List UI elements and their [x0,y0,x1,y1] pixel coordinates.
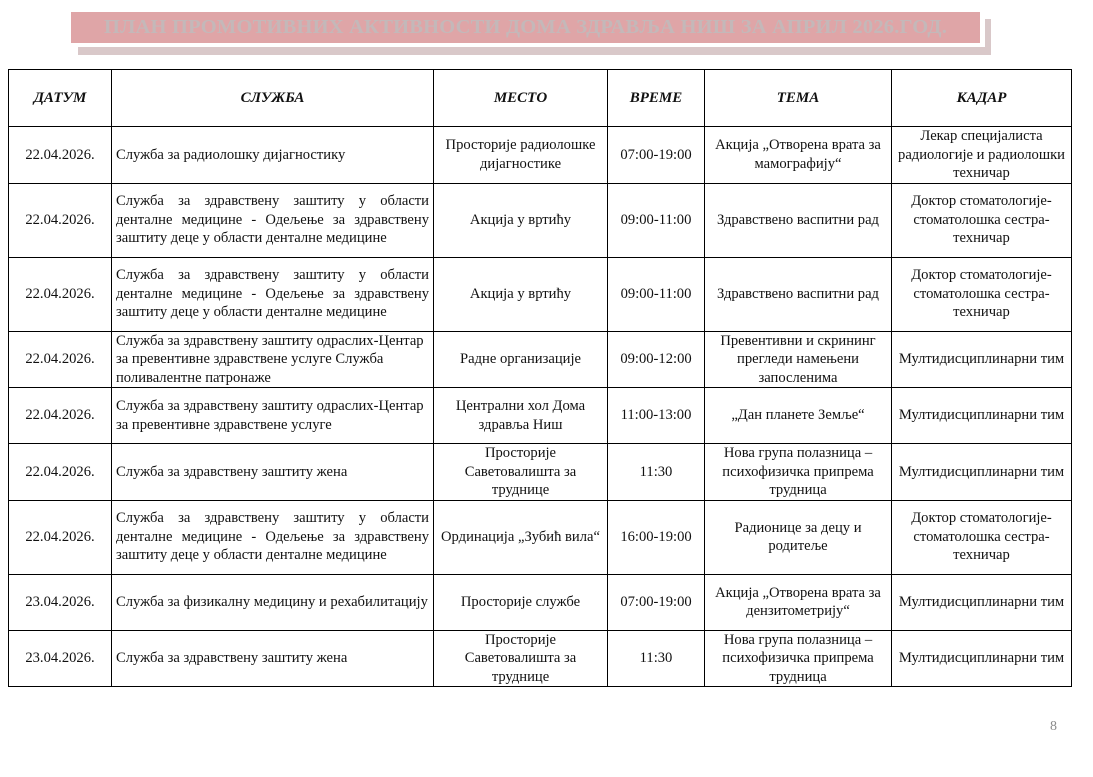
cell-time: 09:00-11:00 [608,257,705,331]
cell-place: Просторије Саветовалишта за труднице [434,444,608,501]
cell-date: 22.04.2026. [9,257,112,331]
cell-date: 22.04.2026. [9,444,112,501]
cell-topic: Акција „Отворена врата за дензитометрију“ [705,574,892,630]
table-row [9,500,1072,574]
table-row [9,183,1072,257]
cell-service: Служба за здравствену заштиту одраслих-Центар за превентивне здравствене услуге Служба поливалентне патронаже [112,331,434,388]
page-title: ПЛАН ПРОМОТИВНИХ АКТИВНОСТИ ДОМА ЗДРАВЉА НИШ ЗА АПРИЛ 2026.ГОД. [103,16,948,38]
cell-staff: Мултидисциплинарни тим [892,630,1072,687]
cell-place: Просторије Саветовалишта за труднице [434,630,608,687]
table-row [9,127,1072,184]
cell-topic: Акција „Отворена врата за мамографију“ [705,127,892,184]
header-date: ДАТУМ [9,70,112,127]
cell-place: Просторије службе [434,574,608,630]
cell-time: 09:00-11:00 [608,183,705,257]
cell-service: Служба за здравствену заштиту жена [112,444,434,501]
table-row [9,388,1072,444]
page-number: 8 [1050,719,1057,734]
cell-time: 11:00-13:00 [608,388,705,444]
header-place: МЕСТО [434,70,608,127]
cell-topic: Здравствено васпитни рад [705,257,892,331]
header-service: СЛУЖБА [112,70,434,127]
cell-service: Служба за физикалну медицину и рехабилитацију [112,574,434,630]
cell-service: Служба за здравствену заштиту одраслих-Центар за превентивне здравствене услуге [112,388,434,444]
cell-place: Акција у вртићу [434,257,608,331]
cell-topic: Радионице за децу и родитеље [705,500,892,574]
cell-time: 16:00-19:00 [608,500,705,574]
cell-place: Акција у вртићу [434,183,608,257]
cell-staff: Мултидисциплинарни тим [892,331,1072,388]
cell-topic: Нова група полазница – психофизичка припрема трудница [705,444,892,501]
cell-staff: Доктор стоматологије-стоматолошка сестра-техничар [892,183,1072,257]
cell-topic: Превентивни и скрининг прегледи намењени запосленима [705,331,892,388]
activities-table [8,69,1072,687]
cell-service: Служба за радиолошку дијагностику [112,127,434,184]
cell-staff: Лекар специјалиста радиологије и радиолошки техничар [892,127,1072,184]
header-topic: ТЕМА [705,70,892,127]
cell-staff: Мултидисциплинарни тим [892,574,1072,630]
cell-service: Служба за здравствену заштиту у области денталне медицине - Одељење за здравствену заштиту деце у области денталне медицине [112,183,434,257]
cell-date: 22.04.2026. [9,500,112,574]
cell-date: 22.04.2026. [9,388,112,444]
cell-staff: Доктор стоматологије-стоматолошка сестра-техничар [892,257,1072,331]
table-row [9,444,1072,501]
cell-date: 22.04.2026. [9,183,112,257]
cell-time: 09:00-12:00 [608,331,705,388]
cell-topic: Нова група полазница – психофизичка припрема трудница [705,630,892,687]
header-staff: КАДАР [892,70,1072,127]
cell-time: 07:00-19:00 [608,127,705,184]
table-header-row [9,70,1072,127]
cell-place: Централни хол Дома здравља Ниш [434,388,608,444]
cell-time: 11:30 [608,630,705,687]
cell-service: Служба за здравствену заштиту жена [112,630,434,687]
cell-date: 22.04.2026. [9,331,112,388]
table-row [9,630,1072,687]
cell-staff: Доктор стоматологије-стоматолошка сестра-техничар [892,500,1072,574]
table-row [9,574,1072,630]
cell-place: Просторије радиолошке дијагностике [434,127,608,184]
cell-service: Служба за здравствену заштиту у области денталне медицине - Одељење за здравствену заштиту деце у области денталне медицине [112,500,434,574]
table-row [9,331,1072,388]
cell-place: Ординација „Зубић вила“ [434,500,608,574]
cell-time: 07:00-19:00 [608,574,705,630]
header-time: ВРЕМЕ [608,70,705,127]
cell-staff: Мултидисциплинарни тим [892,388,1072,444]
cell-topic: Здравствено васпитни рад [705,183,892,257]
cell-staff: Мултидисциплинарни тим [892,444,1072,501]
table-row [9,257,1072,331]
cell-date: 23.04.2026. [9,630,112,687]
cell-time: 11:30 [608,444,705,501]
page-title-banner [71,12,980,43]
cell-place: Радне организације [434,331,608,388]
cell-date: 23.04.2026. [9,574,112,630]
cell-topic: „Дан планете Земље“ [705,388,892,444]
cell-date: 22.04.2026. [9,127,112,184]
cell-service: Служба за здравствену заштиту у области денталне медицине - Одељење за здравствену заштиту деце у области денталне медицине [112,257,434,331]
